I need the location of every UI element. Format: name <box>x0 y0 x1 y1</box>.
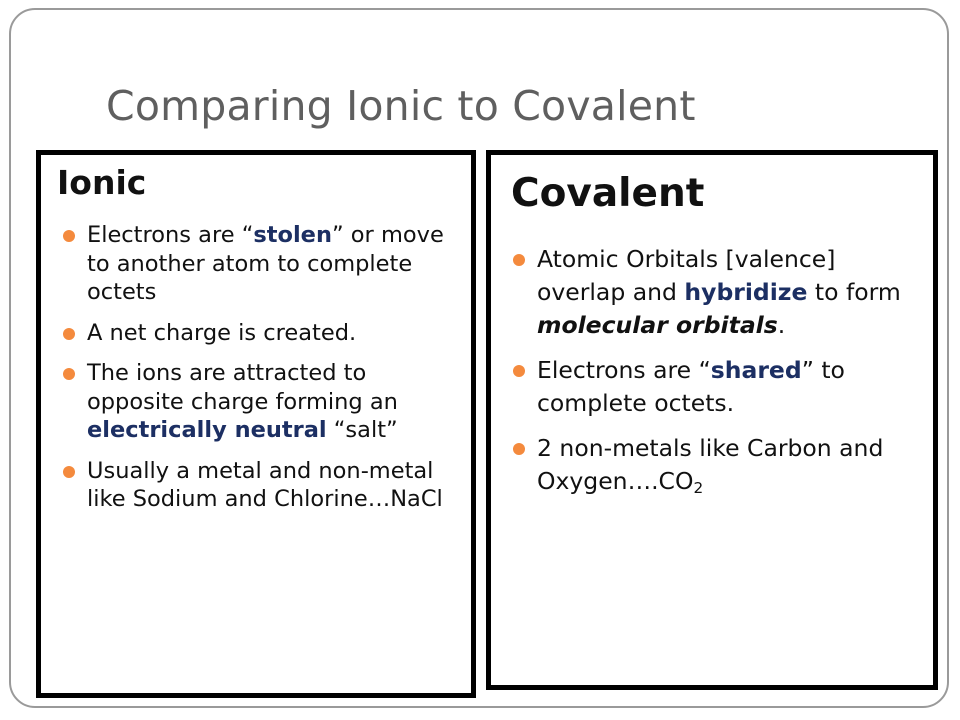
bullet-dot-icon <box>63 230 75 242</box>
ionic-bullet-net-charge <box>63 319 463 348</box>
bullet-dot-icon <box>63 466 75 478</box>
bullet-dot-icon <box>513 443 525 455</box>
bullet-text: The ions are attracted to opposite charge forming an <box>87 360 398 415</box>
ionic-panel <box>36 150 476 698</box>
bullet-text: “salt” <box>326 417 398 443</box>
emphasis-molecular-orbitals: molecular orbitals <box>537 311 778 339</box>
covalent-panel <box>486 150 938 690</box>
covalent-bullet-orbitals <box>513 243 919 342</box>
slide-title: Comparing Ionic to Covalent <box>106 82 696 130</box>
ionic-bullet-stolen <box>63 221 463 307</box>
keyword-electrically-neutral: electrically neutral <box>87 417 327 443</box>
subscript-2: 2 <box>693 478 704 497</box>
bullet-text: A net charge is created. <box>87 319 357 346</box>
bullet-dot-icon <box>63 328 75 340</box>
covalent-bullet-co2 <box>513 432 919 505</box>
keyword-hybridize: hybridize <box>684 278 808 306</box>
bullet-text: Electrons are “ <box>87 222 254 248</box>
bullet-text: 2 non-metals like Carbon and Oxygen….CO <box>537 434 884 495</box>
covalent-heading: Covalent <box>511 171 705 216</box>
bullet-text: Electrons are “ <box>537 356 711 384</box>
bullet-text: Atomic Orbitals [valence] overlap and <box>537 245 836 306</box>
covalent-bullet-shared <box>513 354 919 420</box>
bullet-text: . <box>777 311 786 339</box>
bullet-text: ” or move to another atom to complete octets <box>87 222 444 305</box>
keyword-stolen: stolen <box>253 222 332 248</box>
bullet-text: Usually a metal and non-metal like Sodium and Chlorine…NaCl <box>87 457 443 512</box>
bullet-text: ” to complete octets. <box>537 356 845 417</box>
keyword-shared: shared <box>710 356 802 384</box>
ionic-bullet-attraction <box>63 359 463 445</box>
ionic-heading: Ionic <box>57 163 147 202</box>
bullet-dot-icon <box>513 365 525 377</box>
bullet-text: to form <box>807 278 901 306</box>
covalent-bullet-list <box>513 243 919 517</box>
ionic-bullet-list <box>63 221 463 526</box>
bullet-dot-icon <box>513 254 525 266</box>
ionic-bullet-nacl <box>63 457 463 514</box>
bullet-dot-icon <box>63 368 75 380</box>
